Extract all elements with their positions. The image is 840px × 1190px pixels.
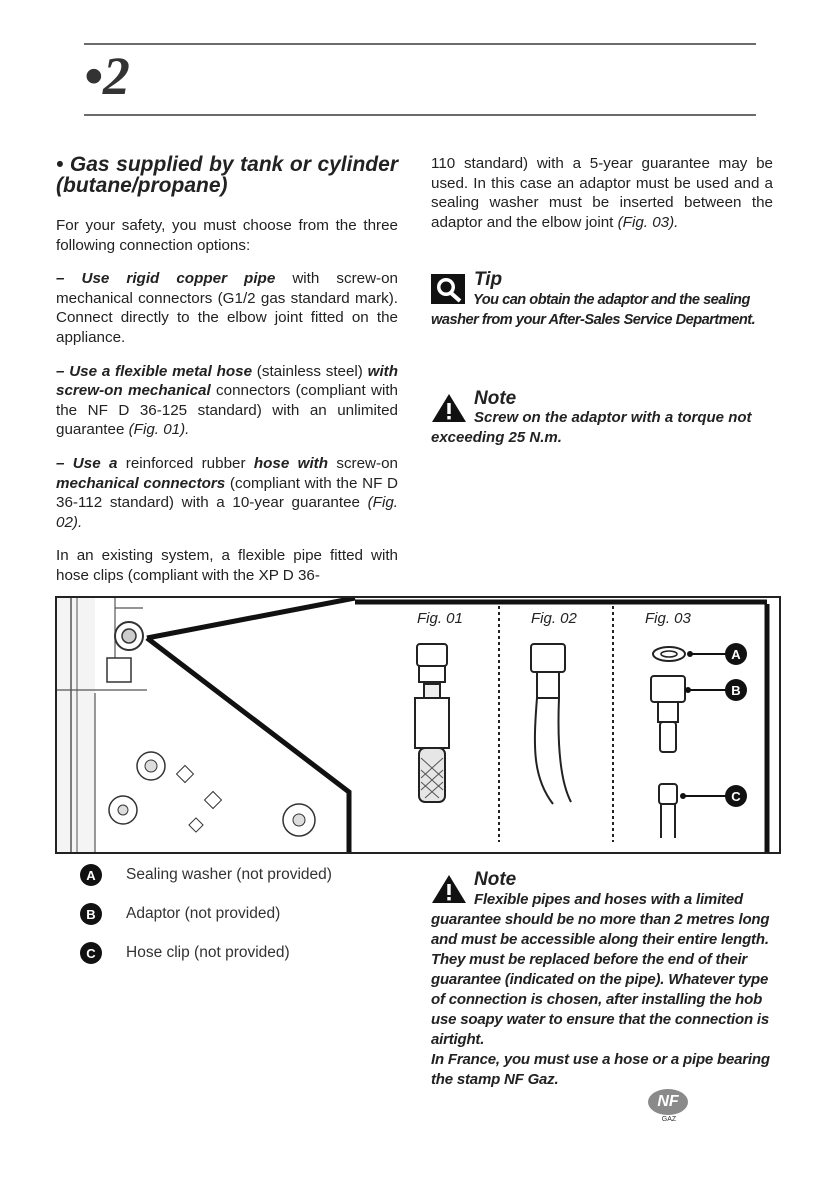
legend-item-c xyxy=(80,941,290,965)
nf-gaz-logo xyxy=(648,1089,690,1125)
option1-text: with screw-on mechanical connectors (G1/2 gas standard mark). Connect directly to the elbow joint fitted on the appliance. xyxy=(56,270,399,346)
option1-lead: – Use rigid copper pipe xyxy=(56,270,276,288)
legend-text-b: Adaptor (not provided) xyxy=(126,905,281,922)
figure-illustration xyxy=(57,598,779,852)
chapter-number: •2 xyxy=(84,46,130,106)
warning-icon xyxy=(431,392,467,424)
section-heading: • Gas supplied by tank or cylinder (butane/propane) xyxy=(56,153,398,197)
note-box-torque xyxy=(431,388,776,448)
legend-text-c: Hose clip (not provided) xyxy=(126,944,290,961)
legend-item-a xyxy=(80,863,332,887)
connection-figure xyxy=(55,596,781,854)
note-box-flexible-pipes xyxy=(431,869,776,1090)
fig03-adaptor-parts xyxy=(651,647,727,838)
callout-a: A xyxy=(725,643,747,665)
nf-logo-mark: NF xyxy=(648,1089,688,1115)
option3-bold2: mechanical connectors xyxy=(56,474,226,492)
continuation-paragraph xyxy=(431,154,773,232)
note2-title: Note xyxy=(474,869,517,890)
existing-system-paragraph: In an existing system, a flexible pipe fitted with hose clips (compliant with the XP D 36- xyxy=(56,547,398,584)
legend-badge-a: A xyxy=(80,864,102,886)
legend-text-a: Sealing washer (not provided) xyxy=(126,866,332,883)
option-metal-hose xyxy=(56,362,398,440)
fig01-label: Fig. 01 xyxy=(417,610,463,627)
option-rubber-hose xyxy=(56,454,398,532)
continuation-fig-ref: (Fig. 03). xyxy=(617,213,679,231)
note2-text: Flexible pipes and hoses with a limited guarantee should be no more than 2 metres long and must be accessible along their entire length. They must be replaced before the end of their guarantee (indicated on the pipe). Whatever type of connection is chosen, after installing the hob use soapy water to ensure that the connection is airtight. xyxy=(431,891,770,1048)
header-bottom-rule xyxy=(84,114,756,116)
option3-lead: – Use a xyxy=(56,454,118,472)
note2-france-text: In France, you must use a hose or a pipe bearing the stamp NF Gaz. xyxy=(431,1051,770,1088)
left-column xyxy=(56,154,398,600)
option-copper-pipe xyxy=(56,269,398,347)
warning-icon xyxy=(431,873,467,905)
note1-title: Note xyxy=(474,388,517,409)
legend-badge-b: B xyxy=(80,903,102,925)
intro-paragraph: For your safety, you must choose from the three following connection options: xyxy=(56,217,398,254)
option3-text3: (compliant with the NF D 36-112 standard) with a 10-year guarantee xyxy=(56,474,398,512)
option3-text2: screw-on xyxy=(328,454,398,472)
tip-box xyxy=(431,268,776,330)
continuation-text: 110 standard) with a 5-year guarantee may be used. In this case an adaptor must be used and a sealing washer must be inserted between the adaptor and the elbow joint xyxy=(431,155,773,231)
option2-bold: with screw-on mechanical xyxy=(56,362,398,400)
option3-text1: reinforced rubber xyxy=(117,454,254,472)
legend-item-b xyxy=(80,902,280,926)
right-column xyxy=(431,154,773,246)
option2-text2: connectors (compliant with the NF D 36-125 standard) with an unlimited guarantee xyxy=(56,382,398,439)
option2-lead: – Use a flexible metal hose xyxy=(56,362,253,380)
fig02-rubber-hose xyxy=(531,644,571,804)
note1-text: Screw on the adaptor with a torque not exceeding 25 N.m. xyxy=(431,409,752,446)
fig01-metal-hose xyxy=(415,644,449,802)
top-rule xyxy=(84,43,756,45)
fig03-label: Fig. 03 xyxy=(645,610,691,627)
option3-bold1: hose with xyxy=(253,454,329,472)
fig02-label: Fig. 02 xyxy=(531,610,577,627)
callout-b: B xyxy=(725,679,747,701)
magnifier-icon xyxy=(431,274,465,304)
note2-france xyxy=(431,1050,776,1090)
option2-fig-ref: (Fig. 01). xyxy=(128,421,190,439)
legend-badge-c: C xyxy=(80,942,102,964)
option2-text1: (stainless steel) xyxy=(252,362,368,380)
nf-logo-caption: GAZ xyxy=(661,1116,677,1123)
tip-title: Tip xyxy=(474,269,503,290)
option3-fig-ref: (Fig. 02). xyxy=(56,494,398,531)
tip-text: You can obtain the adaptor and the sealing washer from your After-Sales Service Department. xyxy=(431,292,756,328)
callout-c: C xyxy=(725,785,747,807)
